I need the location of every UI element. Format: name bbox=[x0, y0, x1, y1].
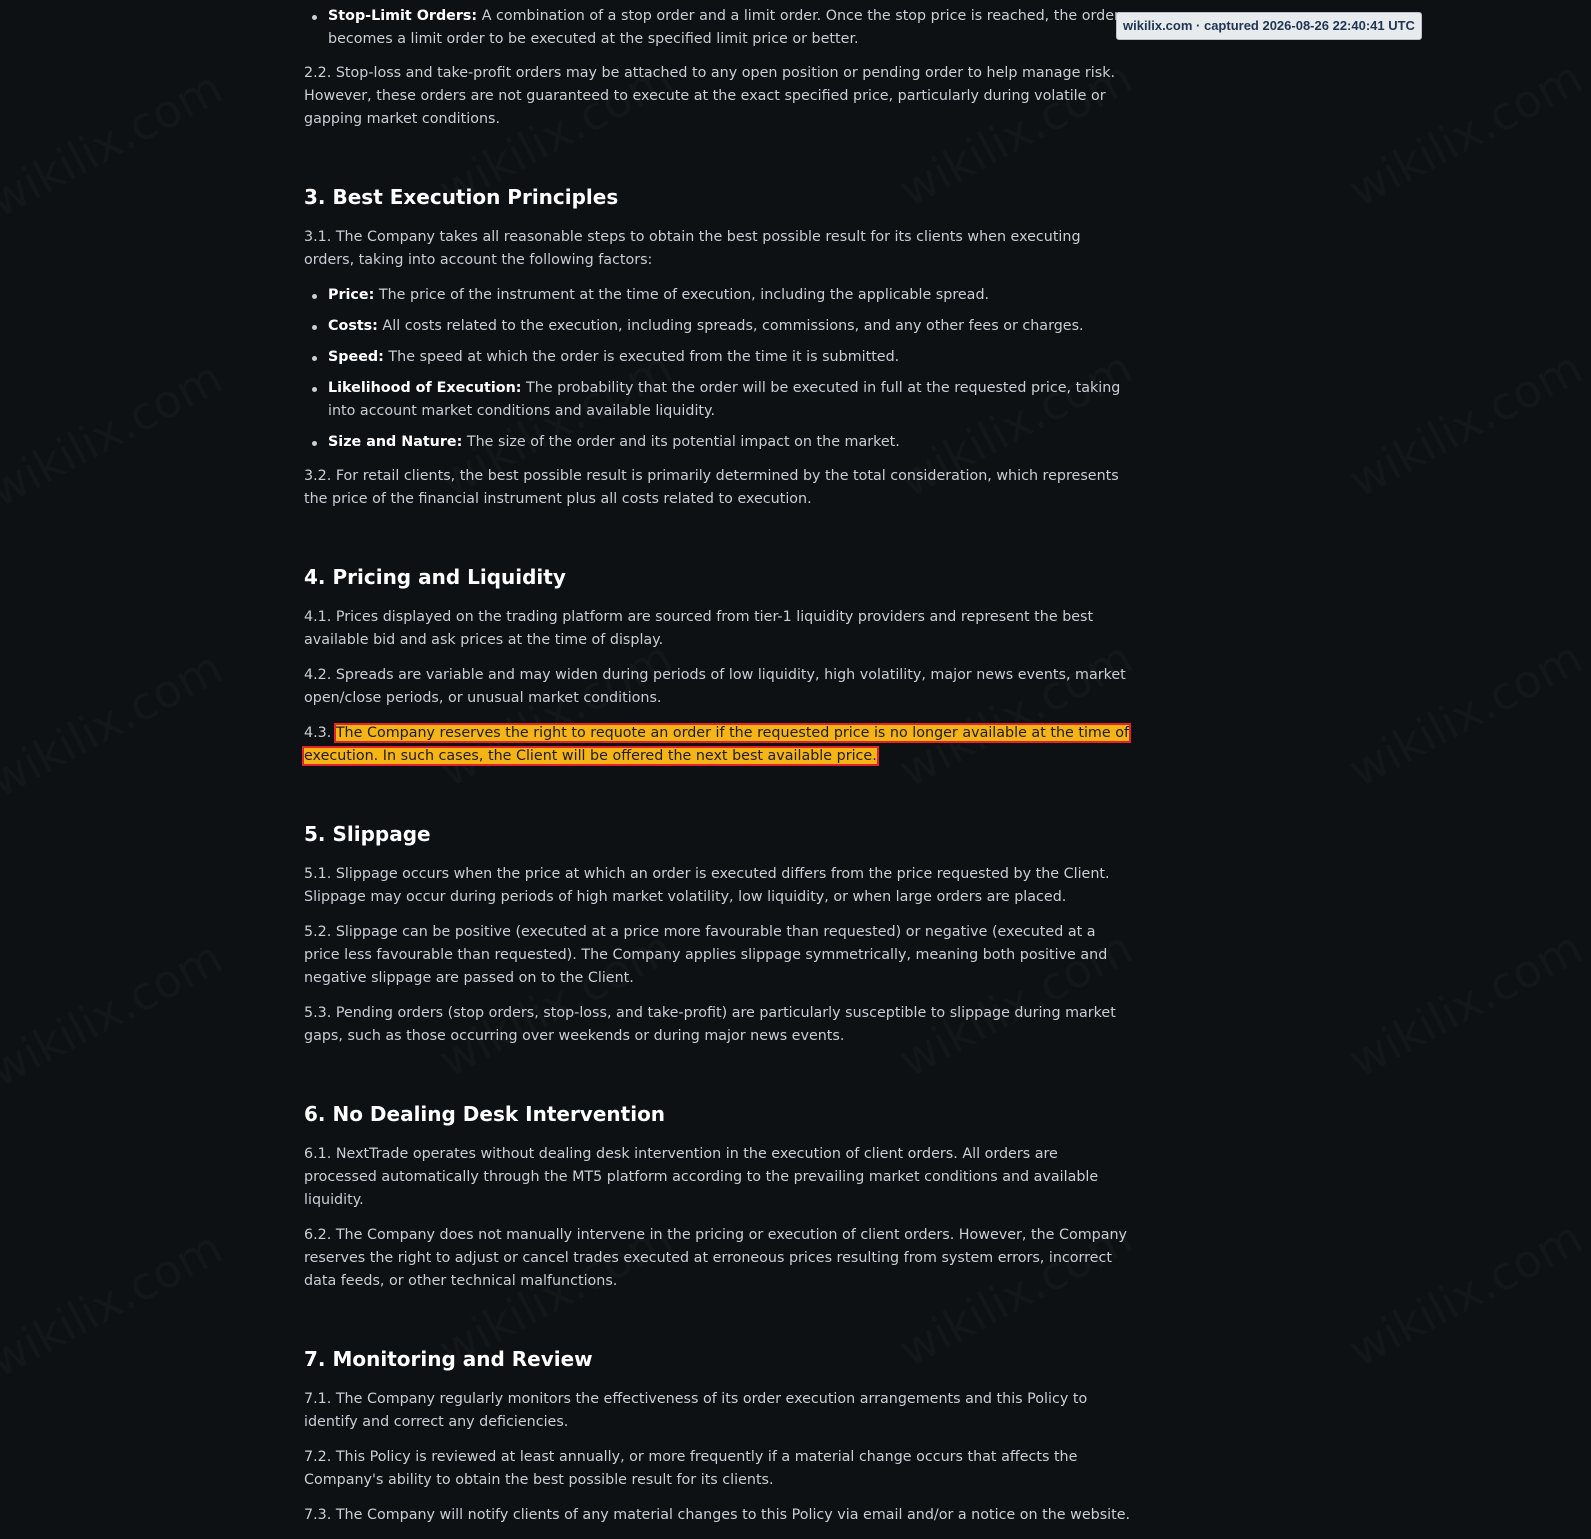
watermark bbox=[1340, 50, 1591, 218]
watermark bbox=[1340, 630, 1591, 798]
watermark bbox=[0, 1220, 231, 1388]
section-heading: 6. No Dealing Desk Intervention bbox=[304, 1102, 666, 1126]
term-description: A combination of a stop order and a limit order. Once the stop price is reached, the order becomes a limit order to be executed at the specified limit price or better. bbox=[328, 8, 1120, 47]
term-label: Stop-Limit Orders: bbox=[328, 8, 478, 24]
section-best-execution bbox=[304, 183, 1132, 511]
watermark bbox=[0, 640, 231, 808]
list-item bbox=[304, 346, 1132, 369]
list-item bbox=[304, 315, 1132, 338]
capture-timestamp-badge: wikilix.com · captured 2026-08-26 22:40:41 UTC bbox=[1116, 12, 1422, 40]
watermark bbox=[0, 60, 231, 228]
section-heading: 7. Monitoring and Review bbox=[304, 1347, 593, 1371]
paragraph-5-3: 5.3. Pending orders (stop orders, stop-loss, and take-profit) are particularly susceptible to slippage during market gaps, such as those occurring over weekends or during major news events. bbox=[304, 1005, 1116, 1044]
paragraph-5-2: 5.2. Slippage can be positive (executed at a price more favourable than requested) or negative (executed at a price less favourable than requested). The Company applies slippage symmetrically, meaning both positive and negative slippage are passed on to the Client. bbox=[304, 924, 1108, 986]
term-description: The probability that the order will be executed in full at the requested price, taking into account market conditions and available liquidity. bbox=[328, 380, 1121, 419]
paragraph-3-1: 3.1. The Company takes all reasonable steps to obtain the best possible result for its clients when executing orders, taking into account the following factors: bbox=[304, 229, 1081, 268]
term-label: Price: bbox=[328, 287, 375, 303]
list-item bbox=[304, 5, 1132, 51]
clause-number: 4.3. bbox=[304, 725, 336, 741]
list-item bbox=[304, 377, 1132, 423]
term-label: Speed: bbox=[328, 349, 384, 365]
highlighted-requote-clause: The Company reserves the right to requote an order if the requested price is no longer available at the time of execution. In such cases, the Client will be offered the next best available price. bbox=[304, 725, 1129, 764]
section-heading: 4. Pricing and Liquidity bbox=[304, 565, 566, 589]
term-description: The size of the order and its potential impact on the market. bbox=[462, 434, 900, 450]
paragraph-6-2: 6.2. The Company does not manually intervene in the pricing or execution of client orders. However, the Company reserves the right to adjust or cancel trades executed at erroneous prices resulting from system errors, incorrect data feeds, or other technical malfunctions. bbox=[304, 1227, 1128, 1289]
section-monitoring-review bbox=[304, 1345, 1132, 1527]
watermark bbox=[1340, 1210, 1591, 1378]
paragraph-7-2: 7.2. This Policy is reviewed at least annually, or more frequently if a material change occurs that affects the Company's ability to obtain the best possible result for its clients. bbox=[304, 1449, 1078, 1488]
watermark bbox=[1340, 340, 1591, 508]
list-item bbox=[304, 284, 1132, 307]
paragraph-5-1: 5.1. Slippage occurs when the price at which an order is executed differs from the price requested by the Client. Slippage may occur during periods of high market volatility, low liquidity, or when large orders are placed. bbox=[304, 866, 1110, 905]
order-types-list bbox=[304, 5, 1132, 51]
section-heading: 5. Slippage bbox=[304, 822, 431, 846]
watermark bbox=[0, 350, 231, 518]
term-description: The price of the instrument at the time of execution, including the applicable spread. bbox=[374, 287, 990, 303]
watermark bbox=[1340, 920, 1591, 1088]
section-pricing-liquidity bbox=[304, 563, 1132, 768]
paragraph-4-3 bbox=[304, 722, 1132, 768]
term-label: Size and Nature: bbox=[328, 434, 463, 450]
watermark bbox=[0, 930, 231, 1098]
paragraph-4-1: 4.1. Prices displayed on the trading platform are sourced from tier-1 liquidity providers and represent the best available bid and ask prices at the time of display. bbox=[304, 609, 1094, 648]
paragraph-4-2: 4.2. Spreads are variable and may widen during periods of low liquidity, high volatility, major news events, market open/close periods, or unusual market conditions. bbox=[304, 667, 1126, 706]
section-slippage bbox=[304, 820, 1132, 1048]
paragraph-7-3: 7.3. The Company will notify clients of any material changes to this Policy via email and/or a notice on the website. bbox=[304, 1507, 1131, 1523]
execution-factors-list bbox=[304, 284, 1132, 454]
list-item bbox=[304, 431, 1132, 454]
paragraph-3-2: 3.2. For retail clients, the best possible result is primarily determined by the total consideration, which represents the price of the financial instrument plus all costs related to execution. bbox=[304, 468, 1119, 507]
term-description: All costs related to the execution, including spreads, commissions, and any other fees or charges. bbox=[377, 318, 1084, 334]
term-description: The speed at which the order is executed from the time it is submitted. bbox=[383, 349, 900, 365]
paragraph-7-1: 7.1. The Company regularly monitors the effectiveness of its order execution arrangements and this Policy to identify and correct any deficiencies. bbox=[304, 1391, 1088, 1430]
term-label: Costs: bbox=[328, 318, 378, 334]
policy-document bbox=[304, 5, 1132, 1539]
section-heading: 3. Best Execution Principles bbox=[304, 185, 619, 209]
term-label: Likelihood of Execution: bbox=[328, 380, 522, 396]
paragraph-6-1: 6.1. NextTrade operates without dealing desk intervention in the execution of client orders. All orders are processed automatically through the MT5 platform according to the prevailing market conditions and available liquidity. bbox=[304, 1146, 1099, 1208]
section-no-dealing-desk bbox=[304, 1100, 1132, 1293]
paragraph-2-2: 2.2. Stop-loss and take-profit orders may be attached to any open position or pending order to help manage risk. However, these orders are not guaranteed to execute at the exact specified price, particularly during volatile or gapping market conditions. bbox=[304, 65, 1116, 127]
